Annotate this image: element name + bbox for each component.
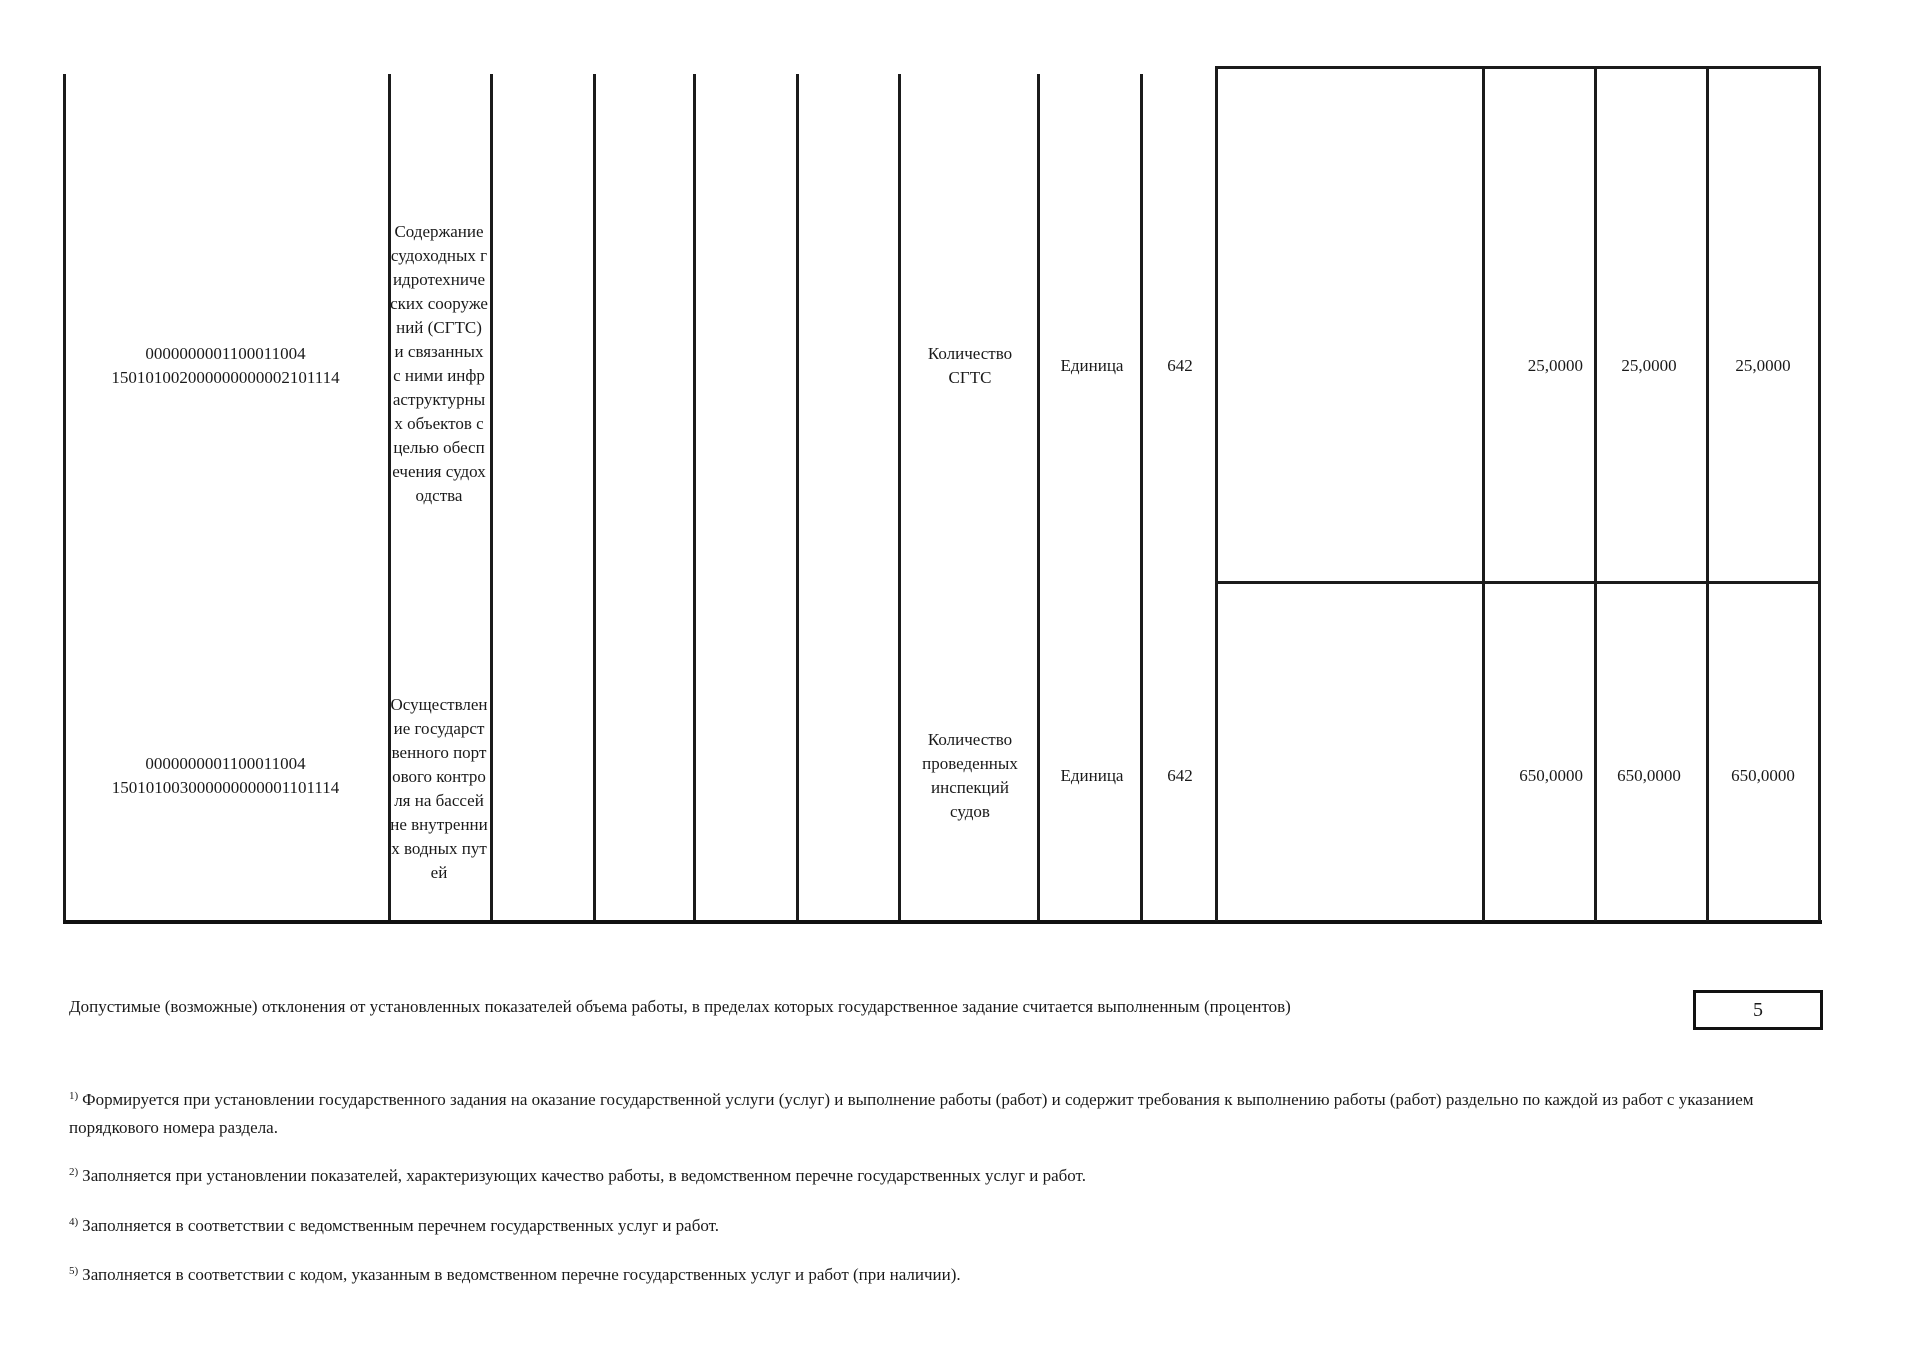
footnote (69, 1257, 1829, 1289)
deviation-value-box: 5 (1693, 990, 1823, 1030)
registry-code-line: 150101003000000000001101114 (111, 778, 340, 797)
registry-code-line: 0000000001100011004 (145, 344, 306, 363)
footnote (69, 1082, 1829, 1142)
footnote-mark: 5) (69, 1265, 79, 1277)
value-cell: 25,0000 (1735, 356, 1791, 375)
footnote-text: Заполняется в соответствии с кодом, указанным в ведомственном перечне государственных услуг и работ (при наличии). (82, 1265, 961, 1284)
registry-code-line: 150101002000000000002101114 (111, 368, 340, 387)
footnote-mark: 1) (69, 1090, 79, 1102)
indicator-text: Количество СГТС (927, 344, 1013, 387)
okei-code-cell: 642 (1167, 356, 1193, 375)
value-cell: 25,0000 (1621, 356, 1677, 375)
indicator-text: Количество проведенных инспекций судов (922, 730, 1018, 821)
footnote-text: Заполняется при установлении показателей, характеризующих качество работы, в ведомственном перечне государственных услуг и работ. (82, 1166, 1086, 1185)
value-cell: 650,0000 (1519, 766, 1583, 785)
unit-cell: Единица (1060, 356, 1124, 375)
unit-cell: Единица (1060, 766, 1124, 785)
value-cell: 650,0000 (1731, 766, 1795, 785)
work-name-cell (388, 126, 490, 601)
deviation-label: Допустимые (возможные) отклонения от установленных показателей объема работы, в пределах которых государственное задание считается выполненным (процентов) (69, 997, 1291, 1016)
indicator-cell (900, 296, 1040, 436)
indicator-cell (900, 696, 1040, 856)
registry-code-cell (63, 296, 388, 436)
footnote (69, 1158, 1829, 1190)
work-name-cell (388, 626, 490, 951)
footnote-mark: 2) (69, 1166, 79, 1178)
column-line (693, 74, 696, 920)
okei-code-cell: 642 (1167, 766, 1193, 785)
work-volume-table (63, 66, 1822, 924)
registry-code-line: 0000000001100011004 (145, 754, 306, 773)
footnote-text: Формируется при установлении государственного задания на оказание государственной услуги (услуг) и выполнение работы (работ) и содержит требования к выполнению работы (работ) раздельно по каждой из работ с указанием порядкового номера раздела. (69, 1090, 1754, 1137)
work-name-text: Осуществление государственного портового контроля на бассейне внутренних водных путей (390, 694, 488, 882)
column-line (490, 74, 493, 920)
row-divider (1215, 581, 1821, 584)
column-line (796, 74, 799, 920)
value-cell: 25,0000 (1527, 356, 1583, 375)
column-line (593, 74, 596, 920)
footnote (69, 1208, 1829, 1240)
work-name-text: Содержание судоходных гидротехнических сооружений (СГТС) и связанных с ними инфраструктурных объектов с целью обеспечения судоходства (390, 221, 488, 505)
registry-code-cell (63, 726, 388, 826)
footnote-text: Заполняется в соответствии с ведомственным перечнем государственных услуг и работ. (82, 1216, 720, 1235)
footnote-mark: 4) (69, 1216, 79, 1228)
value-cell: 650,0000 (1617, 766, 1681, 785)
